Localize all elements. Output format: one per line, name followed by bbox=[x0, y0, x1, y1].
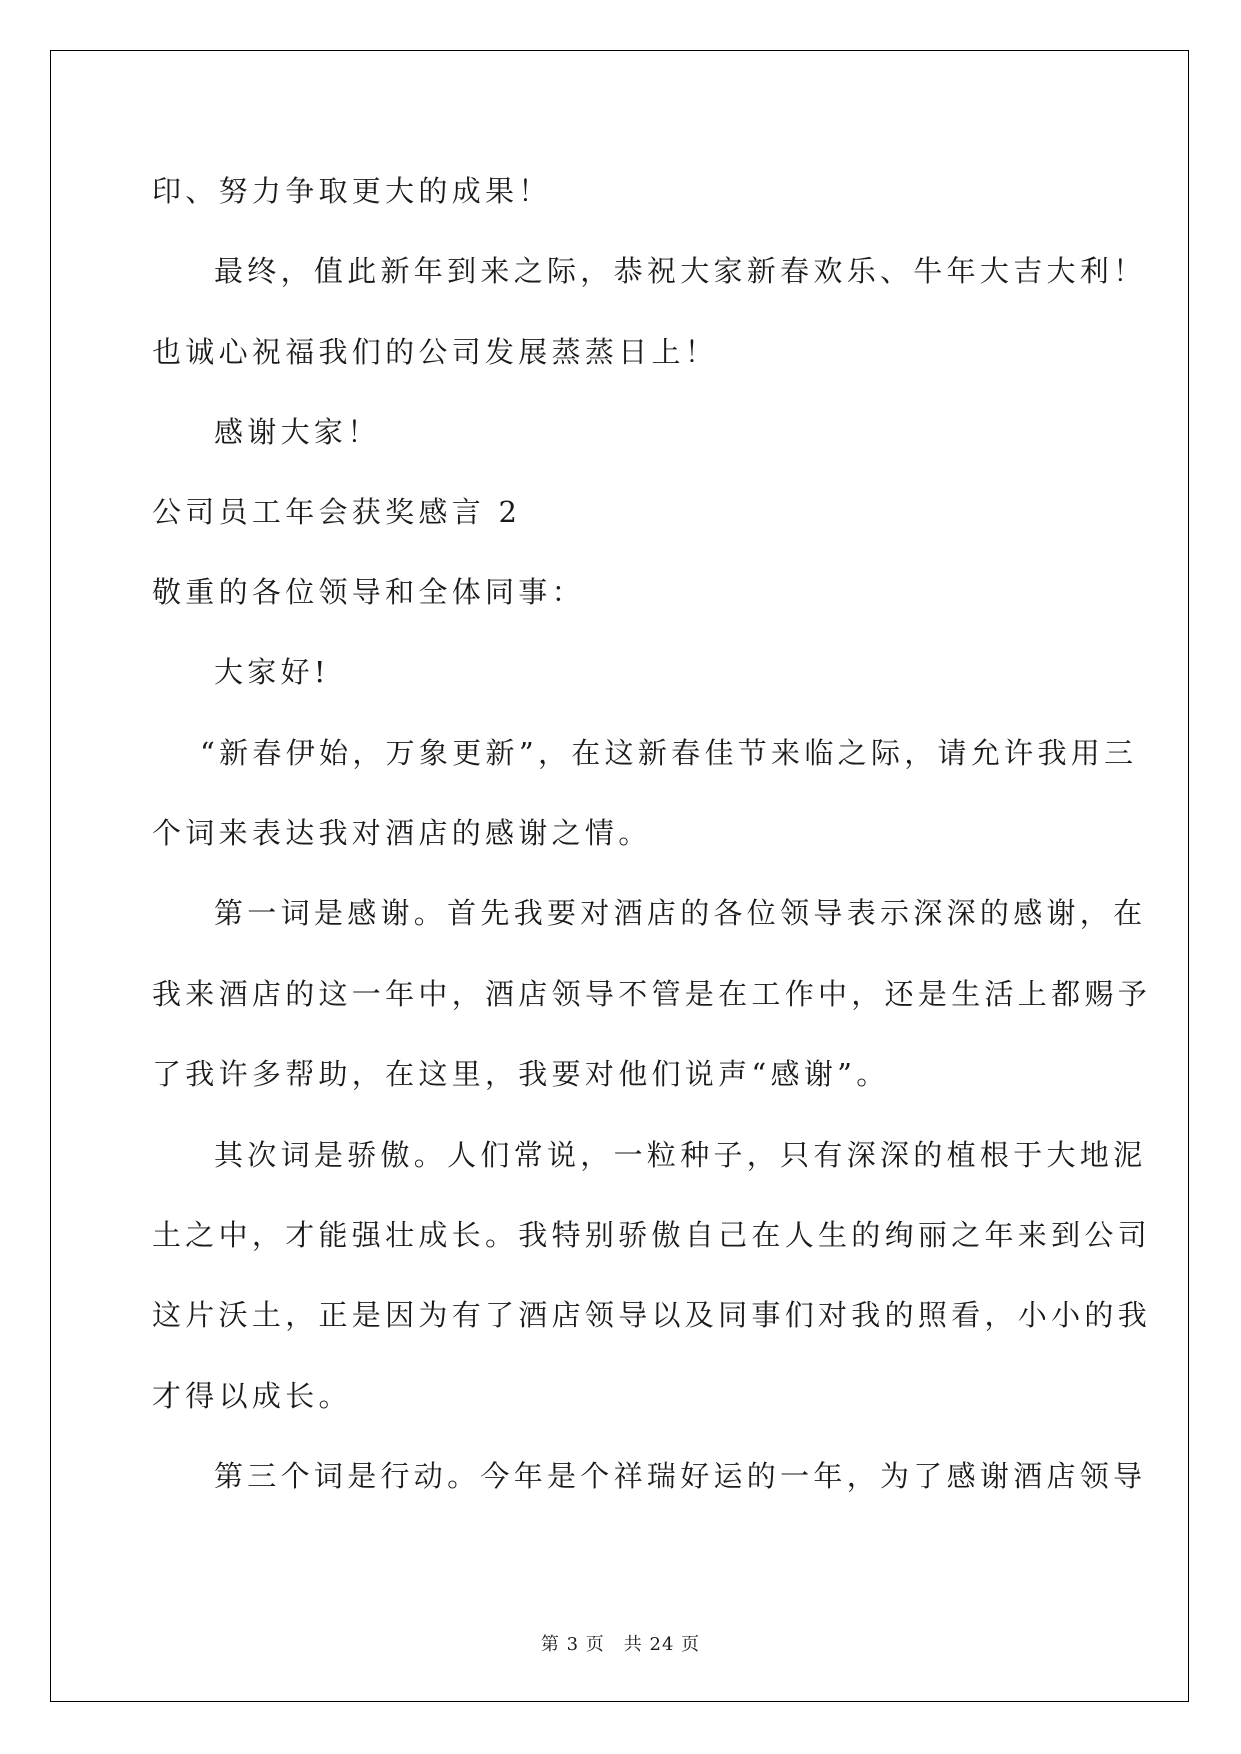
text-line: 感谢大家！ bbox=[214, 415, 381, 449]
text-line: 土之中，才能强壮成长。我特别骄傲自己在人生的绚丽之年来到公司 bbox=[152, 1218, 1152, 1252]
page-border bbox=[50, 50, 1189, 1702]
text-line: “新春伊始，万象更新”，在这新春佳节来临之际，请允许我用三 bbox=[200, 736, 1138, 770]
text-line: 最终，值此新年到来之际，恭祝大家新春欢乐、牛年大吉大利！ bbox=[214, 254, 1147, 288]
text-line: 这片沃土，正是因为有了酒店领导以及同事们对我的照看，小小的我 bbox=[152, 1298, 1152, 1332]
text-line: 才得以成长。 bbox=[152, 1379, 352, 1413]
salutation: 敬重的各位领导和全体同事： bbox=[152, 575, 585, 609]
text-line: 了我许多帮助，在这里，我要对他们说声“感谢”。 bbox=[152, 1057, 890, 1091]
text-line: 也诚心祝福我们的公司发展蒸蒸日上！ bbox=[152, 335, 719, 369]
text-line: 个词来表达我对酒店的感谢之情。 bbox=[152, 816, 652, 850]
text-line: 第三个词是行动。今年是个祥瑞好运的一年，为了感谢酒店领导 bbox=[214, 1459, 1147, 1493]
section-title: 公司员工年会获奖感言 2 bbox=[152, 495, 522, 529]
text-line: 印、努力争取更大的成果！ bbox=[152, 174, 552, 208]
page-footer: 第 3 页 共 24 页 bbox=[540, 1634, 701, 1655]
text-line: 我来酒店的这一年中，酒店领导不管是在工作中，还是生活上都赐予 bbox=[152, 977, 1152, 1011]
text-line: 第一词是感谢。首先我要对酒店的各位领导表示深深的感谢，在 bbox=[214, 896, 1147, 930]
text-line: 大家好! bbox=[214, 655, 330, 689]
text-line: 其次词是骄傲。人们常说，一粒种子，只有深深的植根于大地泥 bbox=[214, 1138, 1147, 1172]
